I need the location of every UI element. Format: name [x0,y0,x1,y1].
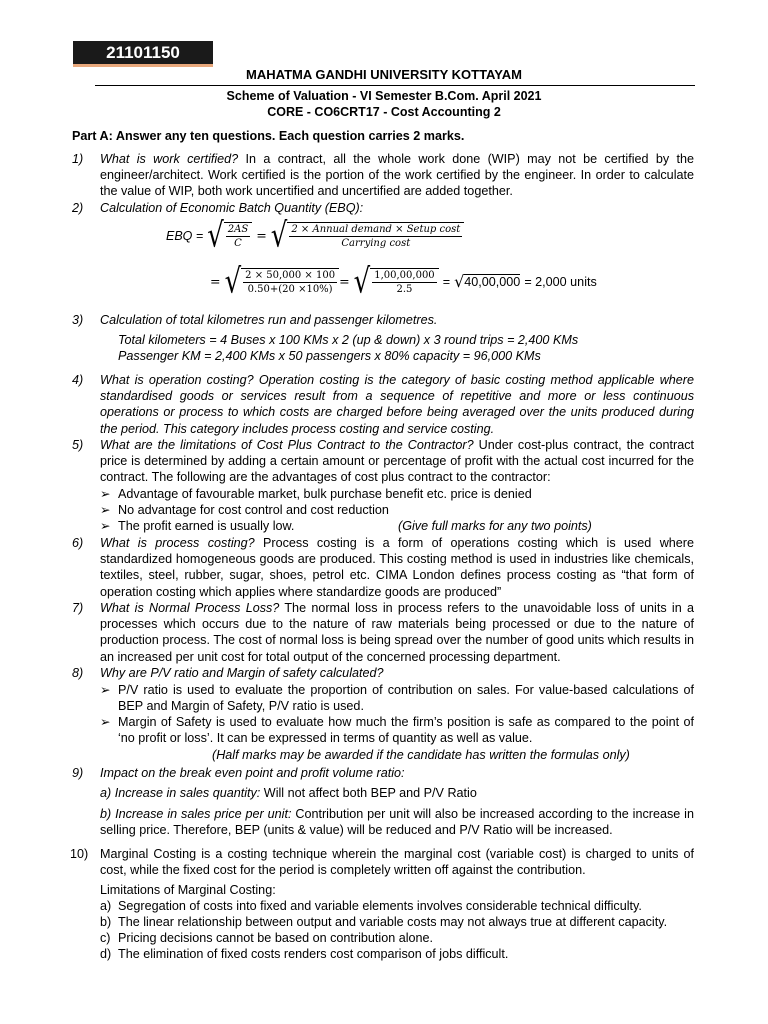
header-rule [95,85,695,86]
f2-den: Carrying cost [341,238,411,249]
f3-num: 2 × 50,000 × 100 [245,270,336,281]
equals-sign: = [210,273,221,289]
q5-note: (Give full marks for any two points) [398,519,592,533]
q3-line2: Passenger KM = 2,400 KMs x 50 passengers x 80% capacity = 96,000 KMs [118,349,541,363]
f4-den: 2.5 [396,284,413,295]
ebq-formula-line1 [166,216,464,256]
q9-a: a) Increase in sales quantity: Will not affect both BEP and P/V Ratio [100,786,477,800]
q9-number: 9) [72,766,84,780]
q7-question: What is Normal Process Loss? [100,601,280,615]
ebq-label: EBQ = [166,228,204,243]
q1-question: What is work certified? [100,152,239,166]
sqrt-value: 40,00,000 [464,274,521,289]
q9-question: Impact on the break even point and profit volume ratio: [100,766,405,780]
q10-item: b) The linear relationship between output and variable costs may not always true at different capacity. [100,915,668,929]
q10-item: c) Pricing decisions cannot be based on contribution alone. [100,931,434,945]
f1-num: 2AS [227,224,249,235]
q3-number: 3) [72,313,84,327]
q7-answer: The normal loss in process refers to the unavoidable loss of units in a processes which occurs due to the nature of raw materials being processed or due to the nature of production process. The cost of normal loss is being spread over the number of good units which results in an increased per unit cost for total output of the concerned processing department. [100,601,694,664]
q8-number: 8) [72,666,84,680]
q6-block [100,535,694,600]
q4-number: 4) [72,373,84,387]
q1-number: 1) [72,152,84,166]
q5-block [100,437,694,486]
register-number: 21101150 [73,41,213,67]
course-title: CORE - CO6CRT17 - Cost Accounting 2 [267,105,501,119]
q8-question: Why are P/V ratio and Margin of safety calculated? [100,666,384,680]
sqrt-icon: √ [454,271,465,291]
q4-question: What is operation costing? [100,373,254,387]
q1-answer: In a contract, all the whole work done (WIP) may not be certified by the engineer/architect. Work certified is the portion of the work certified by the engineer. In order to calculate the value of WIP, both work uncertified and uncertified are added together. [100,152,694,199]
equals-sign: = [256,227,267,243]
q8-bullet: ➢ Margin of Safety is used to evaluate how much the firm’s position is safe as compared to the point of ‘no profit or loss’. It can be expressed in terms of quantity as well as value. [100,715,694,746]
q2-question: Calculation of Economic Batch Quantity (EBQ): [100,201,364,215]
f1-den: C [234,238,242,249]
q6-number: 6) [72,536,84,550]
q9-b: b) Increase in sales price per unit: Contribution per unit will also be increased according to the increase in selling price. Therefore, BEP (units & value) will be reduced and P/V Ratio will be increased. [100,807,694,838]
ebq-result: = 2,000 units [524,274,597,289]
q10-limitations-title: Limitations of Marginal Costing: [100,883,276,897]
q5-answer: Under cost-plus contract, the contract price is determined by adding a certain amount or percentage of profit with the actual cost incurred for the contract. The following are the advantages of cost plus contract to the contractor: [100,438,694,485]
arrow-bullet-icon: ➢ [100,715,111,729]
arrow-bullet-icon: ➢ [100,519,111,533]
equals-sign: = [339,273,350,289]
q5-question: What are the limitations of Cost Plus Contract to the Contractor? [100,438,474,452]
q6-question: What is process costing? [100,536,255,550]
q6-answer: Process costing is a form of operations costing which is used where standardized homogeneous goods are produced. This costing method is used in industries like chemicals, textiles, steel, rubber, sugar, shoes, petrol etc. CIMA London defines process costing as “that form of operation costing which applies where standardize goods are produced” [100,536,694,599]
q10-answer: Marginal Costing is a costing technique wherein the marginal cost (variable cost) is charged to units of cost, while the fixed cost for the period is completely written off against the contribution. [100,847,694,878]
f3-den: 0.50+(20 ×10%) [247,284,333,295]
part-a-heading: Part A: Answer any ten questions. Each question carries 2 marks. [72,129,465,143]
q5-number: 5) [72,438,84,452]
q8-bullet: ➢ P/V ratio is used to evaluate the proportion of contribution on sales. For value-based calculations of BEP and Margin of Safety, P/V ratio is used. [100,683,694,714]
q4-block [100,372,694,437]
sqrt-icon: √ [207,216,224,256]
q5-bullet: ➢ The profit earned is usually low. [100,519,295,533]
q10-item: a) Segregation of costs into fixed and variable elements involves considerable technical difficulty. [100,899,642,913]
q5-bullet: ➢ No advantage for cost control and cost reduction [100,503,389,517]
f2-num: 2 × Annual demand × Setup cost [291,224,461,235]
ebq-formula-line2: = √ $\frac{2 \times 50,000 \times 100}{0.50+(20 \times 10\%)}$ = √ $\frac{1,00,00,000}{2.5}$ = √40,00,000 = 2,000 units [210,262,597,302]
q4-answer: Operation costing is the category of basic costing method applicable where standardised goods or services result from a sequence of repetitive and more or less continuous operations or process to which costs are charged before being averaged over the units produced during the period. This category includes process costing and service costing. [100,373,694,436]
sqrt-icon: √ [353,262,371,302]
university-title: MAHATMA GANDHI UNIVERSITY KOTTAYAM [246,67,522,82]
q10-number: 10) [70,847,89,861]
q5-bullet: ➢ Advantage of favourable market, bulk purchase benefit etc. price is denied [100,487,532,501]
scheme-title: Scheme of Valuation - VI Semester B.Com. April 2021 [226,89,542,103]
sqrt-icon: √ [224,262,242,302]
arrow-bullet-icon: ➢ [100,503,111,517]
q7-block [100,600,694,665]
arrow-bullet-icon: ➢ [100,487,111,501]
q2-number: 2) [72,201,84,215]
q3-question: Calculation of total kilometres run and passenger kilometres. [100,313,438,327]
q8-note: (Half marks may be awarded if the candidate has written the formulas only) [212,748,630,762]
arrow-bullet-icon: ➢ [100,683,111,697]
q1-block [100,151,694,200]
sqrt-icon: √ [270,216,288,256]
q7-number: 7) [72,601,84,615]
q3-line1: Total kilometers = 4 Buses x 100 KMs x 2 (up & down) x 3 round trips = 2,400 KMs [118,333,579,347]
q10-item: d) The elimination of fixed costs renders cost comparison of jobs difficult. [100,947,509,961]
f4-num: 1,00,00,000 [374,270,435,281]
